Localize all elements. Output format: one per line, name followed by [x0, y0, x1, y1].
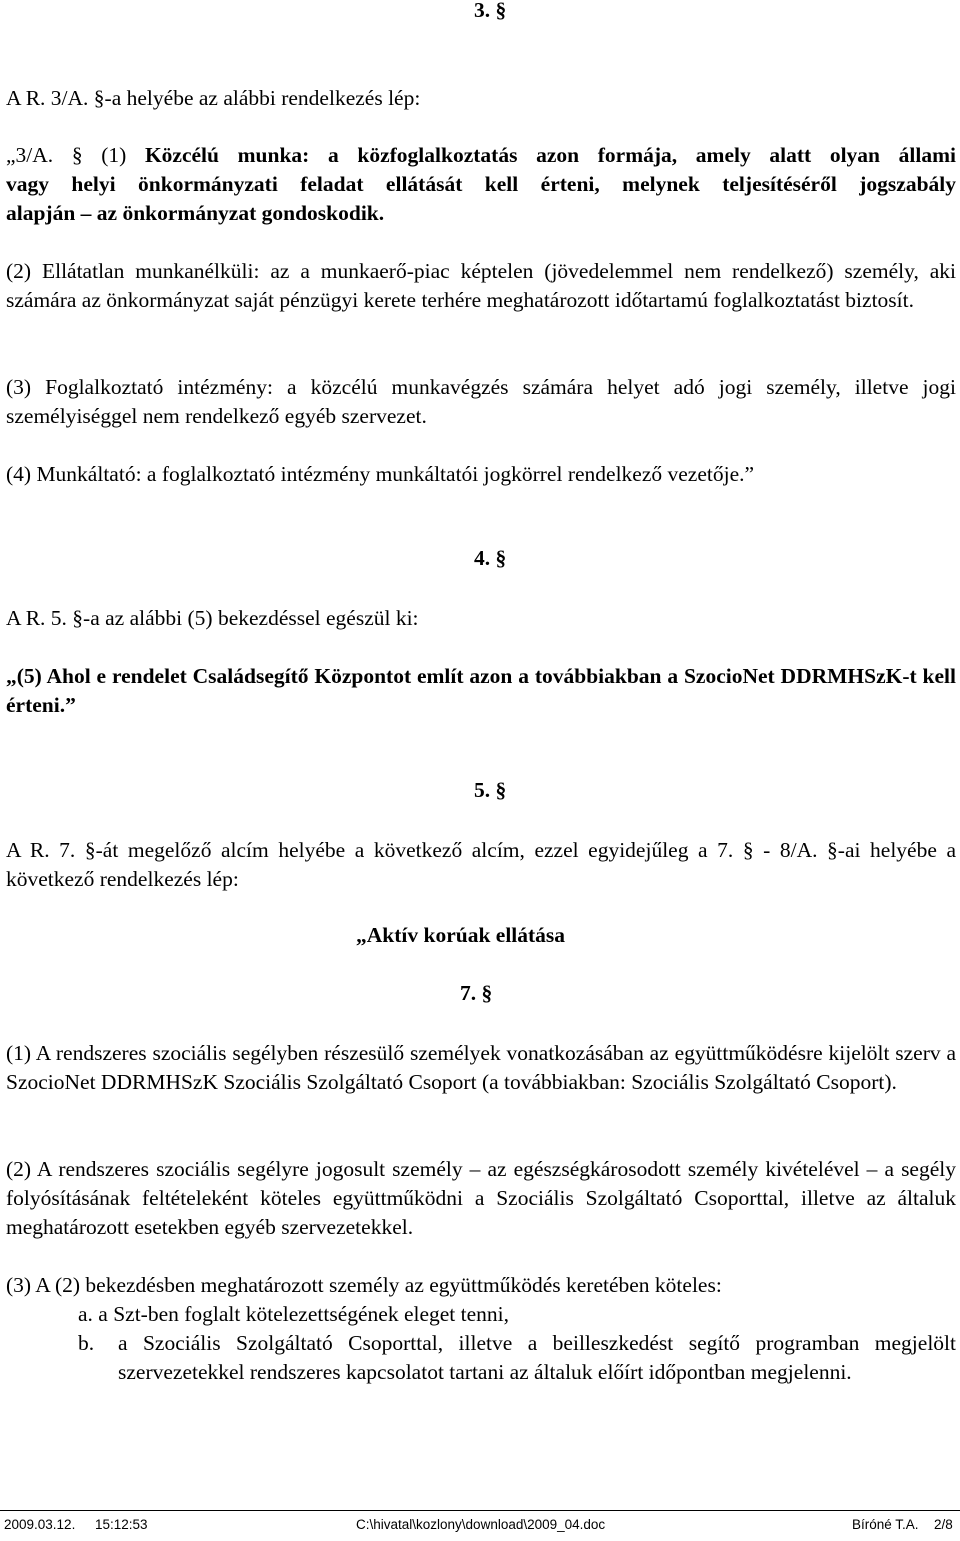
paragraph-1-prefix: „3/A. § (1)	[6, 143, 145, 167]
section-4-intro: A R. 5. §-a az alábbi (5) bekezdéssel egészül ki:	[6, 606, 419, 630]
section-3-paragraph-4: (4) Munkáltató: a foglalkoztató intézmény munkáltatói jogkörrel rendelkező vezetője.”	[6, 462, 755, 486]
section-5-heading: 5. §	[474, 778, 507, 802]
section-5-intro: A R. 7. §-át megelőző alcím helyébe a következő alcím, ezzel egyidejűleg a 7. § - 8/A. §-ai helyébe a következő rendelkezés lép:	[6, 838, 956, 891]
paragraph-1-bold-line-1: Közcélú munka: a közfoglalkoztatás azon formája, amely alatt olyan állami	[144, 143, 956, 167]
section-3-intro: A R. 3/A. §-a helyébe az alábbi rendelkezés lép:	[6, 86, 421, 110]
list-item-a: a. a Szt-ben foglalt kötelezettségének eleget tenni,	[78, 1302, 510, 1326]
list-item-b: a Szociális Szolgáltató Csoporttal, illetve a beilleszkedést segítő programban megjelölt szervezetekkel rendszeres kapcsolatot tartani az általuk előírt időpontban megjelenni.	[118, 1331, 956, 1384]
section-4-heading: 4. §	[474, 546, 507, 570]
paragraph-1-bold-line-2: vagy helyi önkormányzati feladat ellátását kell érteni, melynek teljesítéséről jogszabály	[6, 172, 956, 196]
section-3-paragraph-3: (3) Foglalkoztató intézmény: a közcélú munkavégzés számára helyet adó jogi személy, illetve jogi személyiséggel nem rendelkező egyéb szervezet.	[6, 375, 956, 428]
footer-date: 2009.03.12.	[4, 1517, 76, 1532]
footer-author: Bíróné T.A.	[852, 1517, 919, 1532]
footer-page-number: 2/8	[934, 1517, 953, 1532]
section-4-paragraph-5: „(5) Ahol e rendelet Családsegítő Központot említ azon a továbbiakban a SzocioNet DDRMHSzK-t kell érteni.”	[6, 664, 956, 717]
section-7-paragraph-2: (2) A rendszeres szociális segélyre jogosult személy – az egészségkárosodott személy kivételével – a segély folyósításának feltételeként köteles együttműködni a Szociális Szolgáltató Csoporttal, illetve az általuk meghatározott esetekben egyéb szervezetekkel.	[6, 1157, 956, 1239]
section-7-heading: 7. §	[460, 981, 493, 1005]
list-item-b-marker: b.	[78, 1331, 95, 1355]
section-7-paragraph-3: (3) A (2) bekezdésben meghatározott személy az együttműködés keretében köteles:	[6, 1273, 722, 1297]
section-3-paragraph-1	[6, 141, 956, 228]
section-7-paragraph-1: (1) A rendszeres szociális segélyben részesülő személyek vonatkozásában az együttműködésre kijelölt szerv a SzocioNet DDRMHSzK Szociális Szolgáltató Csoport (a továbbiakban: Szociális Szolgáltató Csoport).	[6, 1041, 956, 1094]
footer-file-path: C:\hivatal\kozlony\download\2009_04.doc	[356, 1517, 606, 1532]
paragraph-1-bold-line-3: alapján – az önkormányzat gondoskodik.	[6, 201, 385, 225]
subtitle: „Aktív korúak ellátása	[356, 923, 566, 947]
footer-time: 15:12:53	[95, 1517, 148, 1532]
section-3-paragraph-2: (2) Ellátatlan munkanélküli: az a munkaerő-piac képtelen (jövedelemmel nem rendelkező) személy, aki számára az önkormányzat saját pénzügyi kerete terhére meghatározott időtartamú foglalkoztatást biztosít.	[6, 259, 956, 312]
section-3-heading: 3. §	[474, 0, 507, 22]
page-footer	[0, 1510, 960, 1533]
